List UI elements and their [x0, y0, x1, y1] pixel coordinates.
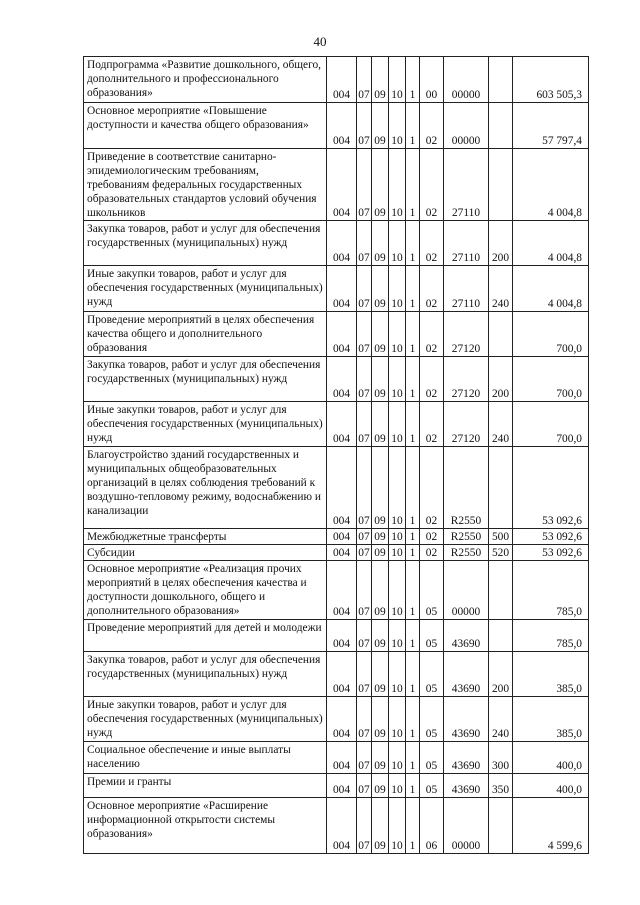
cell-program: 10	[389, 149, 406, 221]
cell-subprogram: 1	[406, 402, 420, 447]
cell-direction: 00000	[444, 798, 489, 854]
cell-expense-type	[489, 57, 513, 103]
cell-program: 10	[389, 402, 406, 447]
cell-program: 10	[389, 742, 406, 774]
row-name: Иные закупки товаров, работ и услуг для обеспечения государственных (муниципальных) нужд	[84, 697, 327, 742]
cell-rz: 07	[357, 652, 372, 697]
cell-subprogram: 1	[406, 312, 420, 357]
table-row	[84, 266, 589, 312]
cell-direction: 00000	[444, 57, 489, 103]
cell-direction: 43690	[444, 774, 489, 798]
table-row	[84, 798, 589, 854]
cell-amount: 785,0	[513, 561, 589, 620]
cell-program: 10	[389, 798, 406, 854]
cell-event: 05	[420, 561, 444, 620]
row-name: Закупка товаров, работ и услуг для обеспечения государственных (муниципальных) нужд	[84, 221, 327, 266]
cell-ved: 004	[327, 529, 357, 545]
cell-ved: 004	[327, 221, 357, 266]
cell-event: 02	[420, 103, 444, 149]
cell-program: 10	[389, 57, 406, 103]
cell-direction: 43690	[444, 742, 489, 774]
cell-expense-type: 240	[489, 402, 513, 447]
table-row	[84, 529, 589, 545]
cell-expense-type: 350	[489, 774, 513, 798]
cell-subprogram: 1	[406, 774, 420, 798]
cell-expense-type	[489, 620, 513, 652]
row-name: Приведение в соответствие санитарно-эпидемиологическим требованиям, требованиям федеральных государственных образовательных стандартов условий обучения школьников	[84, 149, 327, 221]
cell-event: 05	[420, 742, 444, 774]
cell-rz: 07	[357, 774, 372, 798]
cell-direction: 43690	[444, 620, 489, 652]
cell-event: 02	[420, 545, 444, 561]
table-row	[84, 312, 589, 357]
cell-amount: 53 092,6	[513, 529, 589, 545]
cell-rz: 07	[357, 529, 372, 545]
cell-pr: 09	[372, 561, 389, 620]
row-name: Иные закупки товаров, работ и услуг для обеспечения государственных (муниципальных) нужд	[84, 402, 327, 447]
cell-amount: 4 004,8	[513, 221, 589, 266]
cell-amount: 57 797,4	[513, 103, 589, 149]
row-name: Премии и гранты	[84, 774, 327, 798]
cell-subprogram: 1	[406, 529, 420, 545]
cell-subprogram: 1	[406, 57, 420, 103]
cell-amount: 785,0	[513, 620, 589, 652]
row-name: Межбюджетные трансферты	[84, 529, 327, 545]
cell-ved: 004	[327, 103, 357, 149]
cell-amount: 53 092,6	[513, 447, 589, 529]
cell-direction: R2550	[444, 447, 489, 529]
cell-expense-type	[489, 149, 513, 221]
cell-expense-type: 200	[489, 652, 513, 697]
cell-rz: 07	[357, 447, 372, 529]
cell-expense-type: 520	[489, 545, 513, 561]
cell-ved: 004	[327, 266, 357, 312]
cell-subprogram: 1	[406, 266, 420, 312]
cell-expense-type	[489, 447, 513, 529]
cell-ved: 004	[327, 561, 357, 620]
cell-ved: 004	[327, 447, 357, 529]
cell-direction: 43690	[444, 697, 489, 742]
row-name: Проведение мероприятий в целях обеспечения качества общего и дополнительного образования	[84, 312, 327, 357]
cell-event: 02	[420, 402, 444, 447]
table-row	[84, 742, 589, 774]
cell-pr: 09	[372, 545, 389, 561]
cell-rz: 07	[357, 266, 372, 312]
table-row	[84, 447, 589, 529]
cell-amount: 700,0	[513, 402, 589, 447]
cell-rz: 07	[357, 545, 372, 561]
row-name: Иные закупки товаров, работ и услуг для обеспечения государственных (муниципальных) нужд	[84, 266, 327, 312]
cell-direction: 27110	[444, 221, 489, 266]
cell-subprogram: 1	[406, 742, 420, 774]
cell-rz: 07	[357, 57, 372, 103]
cell-rz: 07	[357, 103, 372, 149]
cell-event: 02	[420, 357, 444, 402]
cell-pr: 09	[372, 266, 389, 312]
cell-program: 10	[389, 103, 406, 149]
cell-rz: 07	[357, 697, 372, 742]
cell-pr: 09	[372, 402, 389, 447]
table-row	[84, 545, 589, 561]
cell-subprogram: 1	[406, 149, 420, 221]
table-row	[84, 103, 589, 149]
cell-event: 05	[420, 620, 444, 652]
row-name: Основное мероприятие «Расширение информационной открытости системы образования»	[84, 798, 327, 854]
cell-amount: 385,0	[513, 652, 589, 697]
cell-rz: 07	[357, 357, 372, 402]
cell-program: 10	[389, 620, 406, 652]
cell-expense-type	[489, 798, 513, 854]
cell-ved: 004	[327, 697, 357, 742]
cell-program: 10	[389, 561, 406, 620]
cell-direction: 27110	[444, 149, 489, 221]
cell-expense-type: 200	[489, 221, 513, 266]
cell-direction: 27110	[444, 266, 489, 312]
cell-event: 06	[420, 798, 444, 854]
cell-event: 02	[420, 529, 444, 545]
cell-direction: 27120	[444, 357, 489, 402]
cell-program: 10	[389, 545, 406, 561]
cell-pr: 09	[372, 357, 389, 402]
cell-subprogram: 1	[406, 545, 420, 561]
cell-amount: 4 004,8	[513, 149, 589, 221]
budget-table	[83, 56, 589, 854]
cell-subprogram: 1	[406, 620, 420, 652]
row-name: Проведение мероприятий для детей и молодежи	[84, 620, 327, 652]
cell-program: 10	[389, 447, 406, 529]
cell-expense-type: 500	[489, 529, 513, 545]
cell-pr: 09	[372, 312, 389, 357]
row-name: Закупка товаров, работ и услуг для обеспечения государственных (муниципальных) нужд	[84, 652, 327, 697]
cell-subprogram: 1	[406, 447, 420, 529]
cell-event: 02	[420, 149, 444, 221]
cell-expense-type	[489, 103, 513, 149]
cell-expense-type: 240	[489, 266, 513, 312]
cell-direction: R2550	[444, 545, 489, 561]
cell-subprogram: 1	[406, 652, 420, 697]
cell-ved: 004	[327, 774, 357, 798]
cell-subprogram: 1	[406, 561, 420, 620]
cell-amount: 385,0	[513, 697, 589, 742]
cell-rz: 07	[357, 742, 372, 774]
cell-amount: 4 599,6	[513, 798, 589, 854]
cell-subprogram: 1	[406, 221, 420, 266]
cell-ved: 004	[327, 57, 357, 103]
table-row	[84, 402, 589, 447]
cell-expense-type	[489, 312, 513, 357]
cell-pr: 09	[372, 798, 389, 854]
cell-ved: 004	[327, 545, 357, 561]
cell-amount: 400,0	[513, 742, 589, 774]
table-row	[84, 149, 589, 221]
cell-subprogram: 1	[406, 798, 420, 854]
cell-pr: 09	[372, 652, 389, 697]
cell-rz: 07	[357, 620, 372, 652]
cell-rz: 07	[357, 402, 372, 447]
cell-ved: 004	[327, 798, 357, 854]
cell-pr: 09	[372, 103, 389, 149]
cell-direction: 27120	[444, 402, 489, 447]
cell-amount: 400,0	[513, 774, 589, 798]
cell-subprogram: 1	[406, 697, 420, 742]
cell-event: 05	[420, 774, 444, 798]
cell-program: 10	[389, 221, 406, 266]
cell-rz: 07	[357, 149, 372, 221]
cell-direction: R2550	[444, 529, 489, 545]
cell-amount: 700,0	[513, 312, 589, 357]
cell-pr: 09	[372, 742, 389, 774]
cell-pr: 09	[372, 620, 389, 652]
cell-direction: 00000	[444, 103, 489, 149]
cell-pr: 09	[372, 697, 389, 742]
cell-rz: 07	[357, 312, 372, 357]
cell-program: 10	[389, 697, 406, 742]
cell-event: 05	[420, 697, 444, 742]
cell-expense-type	[489, 561, 513, 620]
cell-pr: 09	[372, 57, 389, 103]
cell-amount: 700,0	[513, 357, 589, 402]
cell-event: 02	[420, 312, 444, 357]
row-name: Подпрограмма «Развитие дошкольного, общего, дополнительного и профессионального образования»	[84, 57, 327, 103]
cell-rz: 07	[357, 561, 372, 620]
row-name: Основное мероприятие «Повышение доступности и качества общего образования»	[84, 103, 327, 149]
cell-ved: 004	[327, 149, 357, 221]
cell-amount: 603 505,3	[513, 57, 589, 103]
cell-pr: 09	[372, 149, 389, 221]
cell-ved: 004	[327, 742, 357, 774]
cell-program: 10	[389, 266, 406, 312]
cell-event: 02	[420, 221, 444, 266]
cell-ved: 004	[327, 312, 357, 357]
cell-expense-type: 200	[489, 357, 513, 402]
cell-direction: 27120	[444, 312, 489, 357]
table-row	[84, 561, 589, 620]
cell-expense-type: 240	[489, 697, 513, 742]
table-row	[84, 652, 589, 697]
page-number: 40	[313, 34, 327, 49]
cell-ved: 004	[327, 402, 357, 447]
cell-pr: 09	[372, 221, 389, 266]
cell-program: 10	[389, 312, 406, 357]
cell-rz: 07	[357, 221, 372, 266]
table-row	[84, 620, 589, 652]
row-name: Благоустройство зданий государственных и муниципальных общеобразовательных организаций в целях соблюдения требований к воздушно-тепловому режиму, водоснабжению и канализации	[84, 447, 327, 529]
cell-program: 10	[389, 652, 406, 697]
cell-amount: 4 004,8	[513, 266, 589, 312]
cell-direction: 00000	[444, 561, 489, 620]
cell-program: 10	[389, 774, 406, 798]
cell-ved: 004	[327, 652, 357, 697]
row-name: Субсидии	[84, 545, 327, 561]
table-row	[84, 221, 589, 266]
cell-direction: 43690	[444, 652, 489, 697]
cell-ved: 004	[327, 620, 357, 652]
cell-subprogram: 1	[406, 103, 420, 149]
table-row	[84, 697, 589, 742]
row-name: Основное мероприятие «Реализация прочих мероприятий в целях обеспечения качества и доступности дошкольного, общего и дополнительного образования»	[84, 561, 327, 620]
cell-event: 00	[420, 57, 444, 103]
cell-pr: 09	[372, 774, 389, 798]
cell-expense-type: 300	[489, 742, 513, 774]
cell-subprogram: 1	[406, 357, 420, 402]
cell-pr: 09	[372, 529, 389, 545]
cell-program: 10	[389, 357, 406, 402]
table-row	[84, 774, 589, 798]
cell-event: 05	[420, 652, 444, 697]
table-row	[84, 57, 589, 103]
cell-ved: 004	[327, 357, 357, 402]
cell-pr: 09	[372, 447, 389, 529]
cell-event: 02	[420, 266, 444, 312]
cell-program: 10	[389, 529, 406, 545]
row-name: Закупка товаров, работ и услуг для обеспечения государственных (муниципальных) нужд	[84, 357, 327, 402]
cell-event: 02	[420, 447, 444, 529]
cell-amount: 53 092,6	[513, 545, 589, 561]
cell-rz: 07	[357, 798, 372, 854]
table-row	[84, 357, 589, 402]
row-name: Социальное обеспечение и иные выплаты населению	[84, 742, 327, 774]
